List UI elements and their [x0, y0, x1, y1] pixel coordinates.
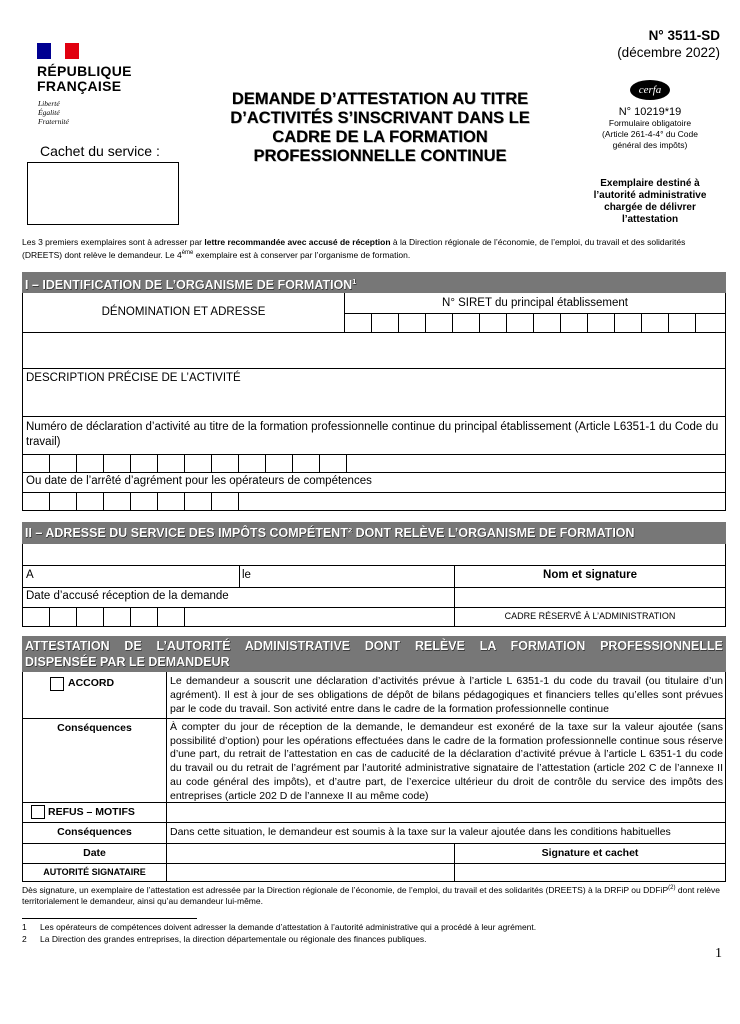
section-2-header: II – ADRESSE DU SERVICE DES IMPÔTS COMPÉTENT² DONT RELÈVE L’ORGANISME DE FORMATION: [22, 522, 726, 544]
footnote-2: 2 La Direction des grandes entreprises, la direction départementale ou régionale des finances publiques.: [22, 934, 427, 944]
denomination-label: DÉNOMINATION ET ADRESSE: [23, 293, 345, 332]
accord-cell: [23, 672, 167, 718]
autorite-row: [22, 864, 726, 882]
section-3-header: ATTESTATION DE L’AUTORITÉ ADMINISTRATIVE DONT RELÈVE LA FORMATION PROFESSIONNELLE DISPENSÉE PAR LE DEMANDEUR: [22, 636, 726, 672]
date-accuse-input[interactable]: [23, 608, 185, 626]
exemplaire-note: Exemplaire destiné à l’autorité administrative chargée de délivrer l’attestation: [593, 178, 707, 225]
page-number: 1: [715, 946, 722, 961]
nom-signature-label: Nom et signature: [543, 569, 637, 581]
accord-row: [22, 672, 726, 719]
declaration-label: Numéro de déclaration d’activité au titre de la formation professionnelle continue du principal établissement (Article L6351-1 du Code du travail): [22, 417, 726, 455]
form-number: N° 3511-SD: [648, 28, 720, 43]
consequences-label: Conséquences: [23, 719, 167, 802]
denomination-input[interactable]: [22, 333, 726, 369]
cachet-label: Cachet du service :: [40, 143, 160, 159]
refus-row: [22, 803, 726, 823]
siret-input[interactable]: [345, 313, 725, 332]
date-signature-row: [22, 844, 726, 864]
date-accuse-row: [22, 588, 726, 608]
accord-checkbox[interactable]: [50, 677, 64, 691]
consequences2-label: Conséquences: [23, 823, 167, 843]
cerfa-logo-icon: cerfa: [630, 80, 670, 100]
identification-row: [22, 293, 726, 333]
refus-label: REFUS – MOTIFS: [48, 806, 135, 818]
cadre-reserve-label: CADRE RÉSERVÉ À L’ADMINISTRATION: [504, 611, 676, 621]
arrete-input[interactable]: [22, 493, 726, 511]
consequences2-row: [22, 823, 726, 844]
date-accuse-label: Date d’accusé réception de la demande: [26, 590, 229, 602]
republic-motto: Liberté Égalité Fraternité: [38, 99, 69, 126]
consequences-text: À compter du jour de réception de la demande, le demandeur est exonéré de la taxe sur la valeur ajoutée (sans possibilité d’option) pour les opérations effectuées dans le cadre de la formation professionnelle continue sous réserve d’une part, du retrait de l’attestation en cas de caducité de la déclaration d’activité prévue à l’article L 6351-1 du code du travail ou du retrait de l’agrément par l’autorité administrative signataire de l’attestation (article 202 C de l’annexe II au code général des impôts), et d’autre part, de l’exercice ultérieur du droit de contrôle du service des impôts des entreprises (article 202 D de l’annexe II au même code): [170, 721, 723, 802]
refus-motifs-input[interactable]: [168, 803, 725, 822]
consequences-row: [22, 719, 726, 803]
cerfa-number: N° 10219*19: [618, 106, 682, 118]
autorite-input[interactable]: [167, 864, 455, 881]
section-1-header: I – IDENTIFICATION DE L’ORGANISME DE FORMATION$^1$: [22, 272, 726, 293]
consequences2-text: Dans cette situation, le demandeur est soumis à la taxe sur la valeur ajoutée dans les conditions habituelles: [170, 826, 671, 838]
accord-text: Le demandeur a souscrit une déclaration d’activités prévue à l’article L 6351-1 du code du travail (ou titulaire d’un agrément). Il est à jour de ses obligations de dépôt de bilans pédagogiques et financiers telles qu’elles sont prévues par le code du travail. Son activité entre dans le cadre de la formation professionnelle continue: [170, 675, 723, 715]
refus-checkbox[interactable]: [31, 805, 45, 819]
description-field[interactable]: [22, 369, 726, 417]
tax-office-address-input[interactable]: [22, 544, 726, 566]
arrete-label: Ou date de l’arrêté d’agrément pour les opérateurs de compétences: [22, 473, 726, 493]
cachet-box[interactable]: [27, 162, 179, 225]
form-date: (décembre 2022): [617, 45, 720, 60]
a-label: A: [26, 569, 34, 581]
after-note: Dès signature, un exemplaire de l’attestation est adressée par la Direction régionale de l’économie, de l’emploi, du travail et des solidarités (DREETS) à la DRFiP ou DDFiP$^{(2)}$ dont relève territorialement le demandeur, ainsi qu’au demandeur lui-même.: [22, 884, 720, 906]
date-label: Date: [23, 844, 167, 863]
footnote-1: 1 Les opérateurs de compétences doivent adresser la demande d’attestation à l’autorité administrative qui a procédé à leur agrément.: [22, 922, 537, 932]
le-label: le: [242, 569, 251, 581]
date-input[interactable]: [167, 844, 455, 863]
date-accuse-input-row: [22, 608, 726, 627]
cerfa-subtitle: Formulaire obligatoire (Article 261-4-4° du Code général des impôts): [601, 118, 698, 150]
page-title: DEMANDE D’ATTESTATION AU TITRE D’ACTIVITÉS S’INSCRIVANT DANS LE CADRE DE LA FORMATION PROFESSIONNELLE CONTINUE: [230, 90, 530, 165]
marianne-logo-icon: [37, 43, 79, 59]
footnote-divider: [22, 918, 197, 919]
tax-office-row: [22, 566, 726, 588]
declaration-input[interactable]: [22, 455, 726, 473]
autorite-signataire-label: AUTORITÉ SIGNATAIRE: [23, 864, 167, 881]
siret-label: N° SIRET du principal établissement: [442, 297, 628, 309]
republic-name: RÉPUBLIQUE FRANÇAISE: [37, 63, 132, 94]
refus-cell: [23, 803, 167, 822]
signature-cachet-label: Signature et cachet: [541, 847, 639, 859]
accord-label: ACCORD: [68, 677, 115, 689]
intro-text: Les 3 premiers exemplaires sont à adresser par lettre recommandée avec accusé de réception à la Direction régionale de l’économie, de l’emploi, du travail et des solidarités (DREETS) dont relève le demandeur. Le 4ème exemplaire est à conserver par l’organisme de formation.: [22, 237, 686, 260]
description-label: DESCRIPTION PRÉCISE DE L’ACTIVITÉ: [26, 372, 241, 384]
